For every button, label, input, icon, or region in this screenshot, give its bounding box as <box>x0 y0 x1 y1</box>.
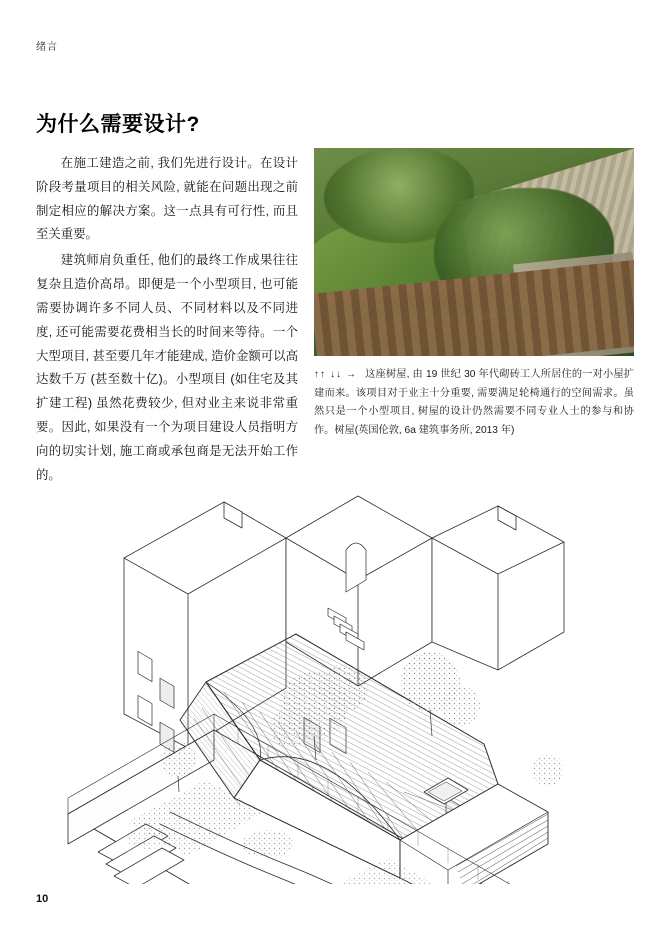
running-head: 绪言 <box>36 42 58 53</box>
photo-background <box>314 148 634 356</box>
axonometric-garden-house-drawing <box>28 492 642 884</box>
garden-terrace-photo <box>314 148 634 356</box>
figure-caption <box>314 366 634 440</box>
page-number: 10 <box>36 893 49 905</box>
body-text-column <box>36 152 298 489</box>
body-paragraph-1: 在施工建造之前, 我们先进行设计。在设计阶段考量项目的相关风险, 就能在问题出现之前制定相应的解决方案。这一点具有可行性, 而且至关重要。 <box>36 156 298 242</box>
caption-arrows-icon: ↑↑ ↓↓ → <box>314 369 357 380</box>
caption-text: 这座树屋, 由 19 世纪 30 年代砌砖工人所居住的一对小屋扩建而来。该项目对于业主十分重要, 需要满足轮椅通行的空间需求。虽然只是一个小型项目, 树屋的设计仍然需要不同专业人士的参与和协作。树屋(英国伦敦, 6a 建筑事务所, 2013 年) <box>314 369 634 436</box>
body-paragraph-2: 建筑师肩负重任, 他们的最终工作成果往往复杂且造价高昂。即便是一个小型项目, 也可能需要协调许多不同人员、不同材料以及不同进度, 还可能需要花费相当长的时间来等待。一个大型项目, 甚至要几年才能建成, 造价金额可以高达数千万 (甚至数十亿)。小型项目 (如住宅及其扩建工程) 虽然花费较少, 但对业主来说非常重要。因此, 如果没有一个为项目建设人员指明方向的切实计划, 施工商或承包商是无法开始工作的。 <box>36 253 298 482</box>
page-title: 为什么需要设计? <box>36 113 200 136</box>
